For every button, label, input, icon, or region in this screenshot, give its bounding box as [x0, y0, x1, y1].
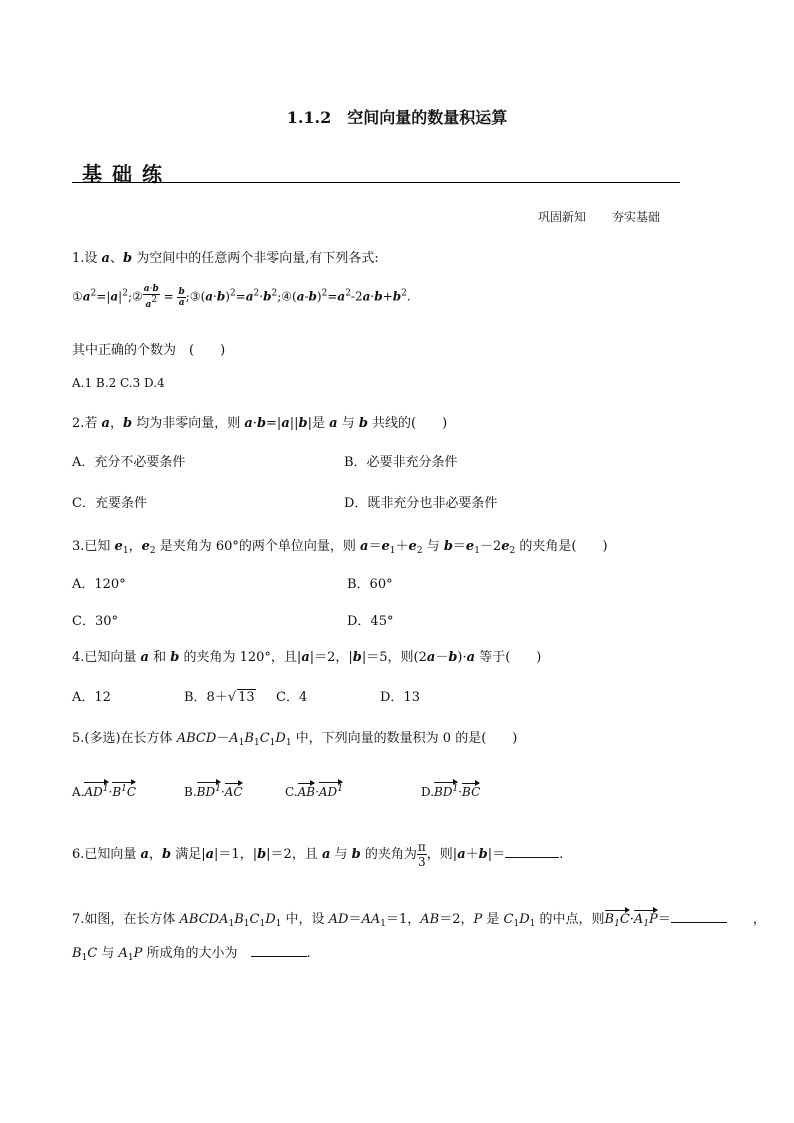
question-2-option-b: B．必要非充分条件: [344, 455, 458, 470]
question-7-line-1: 7.如图，在长方体 $ABCDA_1B_1C_1D_1$ 中，设 $AD=AA_1=1$，AB＝2，P 是 $C_1D_1$ 的中点，则$B_1C\cdot A_1P=$ ，: [72, 912, 766, 929]
question-3-option-b: B．60°: [347, 577, 393, 592]
question-1-formulas: $①a^2=|a|^2;②$ $\frac{a\cdot b}{a^2}$ = $\frac{b}{a}$ $;③(a\cdot b)^2=a^2\cdot b^2;④(a-b)^2=a^2-2a\cdot b+b^2$.: [72, 284, 411, 310]
question-6-stem: 6.已知向量 a，b 满足|a|＝1，|b|＝2，且 a 与 b 的夹角为 $\frac{\pi}{3}$ ，则|a＋b|＝ .: [72, 840, 564, 869]
question-1-stem: 1.设 a、b 为空间中的任意两个非零向量,有下列各式:: [72, 251, 379, 266]
question-4-option-c: C．4: [276, 690, 308, 705]
section-divider: [72, 182, 680, 183]
question-4-stem: 4.已知向量 a 和 b 的夹角为 120°，且|a|＝2，|b|＝5，则(2a－b)·a 等于( ): [72, 650, 542, 665]
question-5-option-a: $A.AD^1\cdot B^1C$: [72, 784, 137, 799]
question-3-option-a: A．120°: [72, 577, 126, 592]
question-5-option-c: $C.AB\cdot AD^1$: [285, 784, 343, 799]
question-4-option-b: B．8＋√ 13: [184, 690, 255, 705]
question-1-prompt: 其中正确的个数为 ( ): [72, 343, 226, 358]
question-5-stem: 5.(多选)在长方体 $ABCD-A_1B_1C_1D_1$ 中，下列向量的数量积为 0 的是( ): [72, 731, 518, 748]
section-tagline: [538, 208, 686, 225]
question-4-option-a: A．12: [72, 690, 111, 705]
question-4-option-d: D．13: [380, 690, 420, 705]
question-2-option-a: A．充分不必要条件: [72, 455, 186, 470]
answer-blank[interactable]: [251, 944, 307, 957]
question-2-option-d: D．既非充分也非必要条件: [344, 496, 498, 511]
question-5-option-d: $D.BD^1\cdot BC$: [421, 784, 481, 799]
question-3-option-c: C．30°: [72, 614, 118, 629]
answer-blank[interactable]: [505, 845, 559, 858]
question-5-option-b: $B.BD^1\cdot AC$: [184, 784, 243, 799]
question-3-stem: 3.已知 $e_1$，$e_2$ 是夹角为 60°的两个单位向量，则 $a=e_1+e_2$ 与 $b=e_1-2e_2$ 的夹角是( ): [72, 539, 608, 556]
question-2-stem: 2.若 a，b 均为非零向量，则 a·b=|a||b|是 a 与 b 共线的( ): [72, 416, 448, 431]
answer-blank[interactable]: [671, 910, 727, 923]
tagline-item: 夯实基础: [612, 210, 661, 224]
question-2-option-c: C．充要条件: [72, 496, 147, 511]
tagline-item: 巩固新知: [538, 210, 587, 224]
page-title: 1.1.2 空间向量的数量积运算: [286, 108, 508, 127]
question-7-line-2: $B_1C$ 与 $A_1P$ 所成角的大小为 .: [72, 946, 311, 963]
question-3-option-d: D．45°: [347, 614, 394, 629]
section-heading: 基础练: [82, 162, 172, 186]
question-1-options: A.1 B.2 C.3 D.4: [72, 376, 165, 390]
